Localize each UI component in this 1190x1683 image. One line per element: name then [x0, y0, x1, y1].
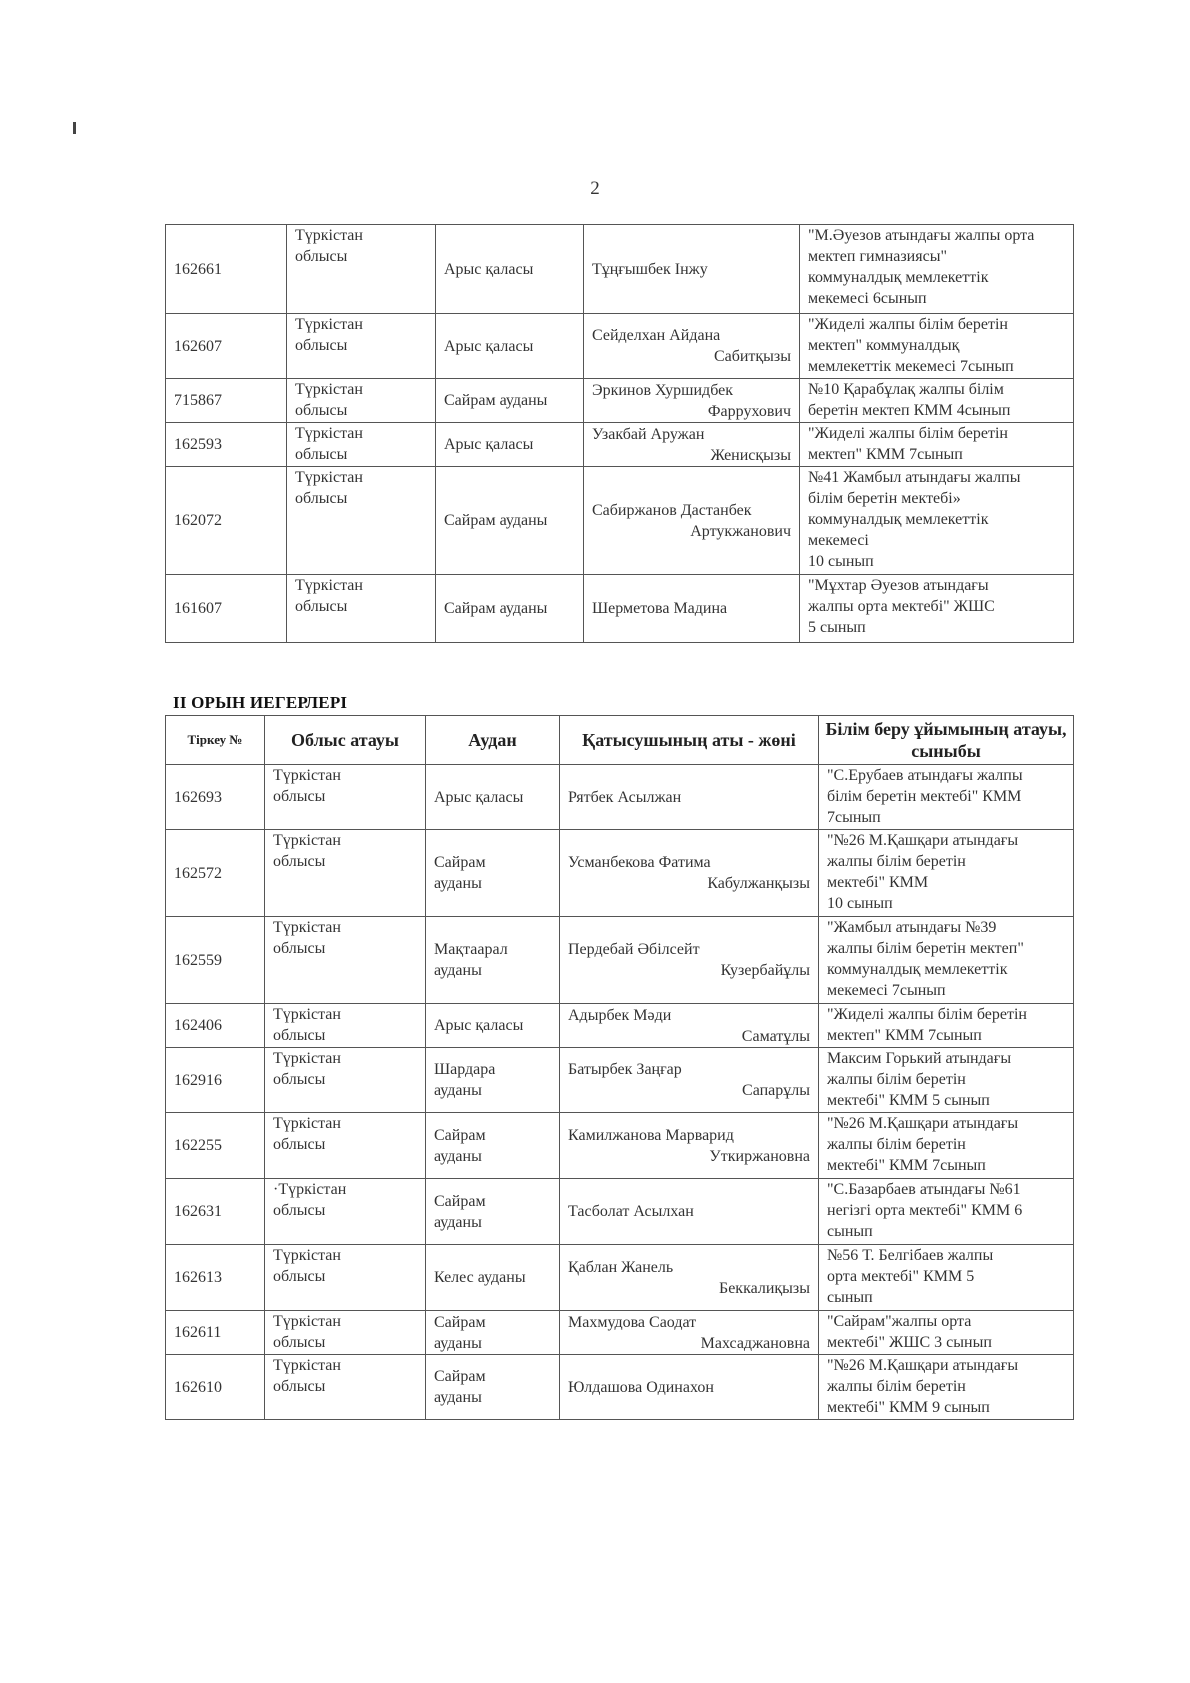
name-line: Шерметова Мадина [592, 600, 728, 617]
district-line: Сайрам ауданы [444, 392, 548, 409]
school-cell [800, 575, 1074, 643]
school-line: "Жиделі жалпы білім беретін [808, 316, 1008, 333]
region-cell [265, 1004, 426, 1048]
name-line: Рятбек Асылжан [568, 788, 682, 806]
registration-number: 162607 [166, 314, 287, 379]
region-line: облысы [273, 1027, 326, 1044]
region-line: облысы [273, 1136, 326, 1153]
registration-number: 162072 [166, 467, 287, 575]
registration-number: 162610 [166, 1355, 265, 1420]
school-line: 7сынып [827, 809, 881, 826]
district-cell [426, 830, 560, 917]
school-line: 10 сынып [827, 895, 893, 912]
table-row [166, 1311, 1074, 1355]
region-line: облысы [295, 402, 348, 419]
region-line: облысы [273, 788, 326, 805]
name-line: Фаррухович [707, 402, 791, 420]
region-line: Түркістан [295, 577, 363, 594]
school-line: негізгі орта мектебі" КММ 6 [827, 1202, 1023, 1219]
table-row [166, 314, 1074, 379]
school-cell [819, 1048, 1074, 1113]
region-line: Түркістан [273, 919, 341, 936]
region-line: облысы [295, 337, 348, 354]
school-line: "№26 М.Қашқари атындағы [827, 1115, 1019, 1132]
school-line: сынып [827, 1289, 873, 1306]
region-line: Түркістан [273, 1247, 341, 1264]
district-line: Арыс қаласы [434, 788, 524, 806]
header-participant-name: Қатысушының аты - жөні [560, 716, 819, 765]
region-line: облысы [273, 1071, 326, 1088]
name-line: Сабиржанов Дастанбек [592, 501, 752, 519]
region-line: Түркістан [273, 1357, 341, 1374]
region-cell [265, 1048, 426, 1113]
table-row [166, 1048, 1074, 1113]
header-district: Аудан [426, 716, 560, 765]
district-line: ауданы [434, 1389, 482, 1406]
school-cell [800, 423, 1074, 467]
region-line: Түркістан [273, 832, 341, 849]
region-line: облысы [295, 248, 348, 265]
school-line: коммуналдық мемлекеттік [808, 269, 989, 286]
school-line: "Жиделі жалпы білім беретін [808, 425, 1008, 442]
region-cell [287, 314, 436, 379]
school-line: мемлекеттік мекемесі 7сынып [808, 358, 1014, 375]
region-cell [265, 1245, 426, 1311]
school-line: "М.Әуезов атындағы жалпы орта [808, 227, 1035, 244]
region-line: облысы [295, 490, 348, 507]
registration-number: 161607 [166, 575, 287, 643]
participant-name-cell [584, 379, 800, 423]
participant-name-cell [584, 225, 800, 314]
district-line: ауданы [434, 875, 482, 892]
district-cell [426, 765, 560, 830]
region-line: Түркістан [295, 227, 363, 244]
school-cell [819, 1004, 1074, 1048]
school-line: мектебі" ЖШС 3 сынып [827, 1334, 992, 1351]
region-cell [287, 467, 436, 575]
region-line: Түркістан [273, 1115, 341, 1132]
region-line: Түркістан [273, 1006, 341, 1023]
school-line: "Жамбыл атындағы №39 [827, 919, 997, 936]
table-row [166, 423, 1074, 467]
school-line: мектеп" КММ 7сынып [827, 1027, 982, 1044]
region-line: ·Түркістан [273, 1181, 347, 1198]
school-line: Максим Горький атындағы [827, 1050, 1012, 1067]
region-line: облысы [273, 1268, 326, 1285]
school-cell [819, 765, 1074, 830]
school-line: №41 Жамбыл атындағы жалпы [808, 469, 1021, 486]
participant-name-cell [560, 1245, 819, 1311]
school-cell [819, 917, 1074, 1004]
school-line: коммуналдық мемлекеттік [827, 961, 1008, 978]
name-line: Юлдашова Одинахон [568, 1378, 714, 1396]
district-cell [436, 423, 584, 467]
region-line: облысы [273, 1378, 326, 1395]
header-region: Облыс атауы [265, 716, 426, 765]
participant-name-cell [560, 1179, 819, 1245]
region-cell [265, 1113, 426, 1179]
region-line: Түркістан [295, 425, 363, 442]
region-line: облысы [273, 940, 326, 957]
name-line: Усманбекова Фатима [568, 854, 711, 871]
participant-name-cell [560, 830, 819, 917]
region-line: Түркістан [295, 381, 363, 398]
name-line: Сапарұлы [742, 1082, 810, 1099]
school-cell [819, 830, 1074, 917]
school-line: жалпы орта мектебі" ЖШС [808, 598, 995, 615]
district-cell [426, 917, 560, 1004]
name-line: Тұңғышбек Інжу [592, 260, 708, 278]
name-line: Махмудова Саодат [568, 1313, 697, 1331]
school-line: мектеп гимназиясы" [808, 248, 947, 265]
name-line: Махсаджановна [700, 1334, 810, 1352]
region-cell [265, 917, 426, 1004]
school-line: №10 Қарабұлақ жалпы білім [808, 381, 1004, 398]
district-line: Сайрам [434, 1313, 486, 1331]
region-line: облысы [273, 1334, 326, 1351]
school-line: мектебі" КММ 9 сынып [827, 1399, 990, 1416]
name-line: Камилжанова Марварид [568, 1126, 734, 1144]
school-line: білім беретін мектебі» [808, 490, 961, 507]
scan-mark [73, 122, 76, 134]
registration-number: 162611 [166, 1311, 265, 1355]
region-cell [265, 1179, 426, 1245]
region-cell [265, 1355, 426, 1420]
name-line: Сейделхан Айдана [592, 327, 721, 344]
school-line: 5 сынып [808, 619, 866, 636]
district-cell [436, 467, 584, 575]
district-line: Арыс қаласы [444, 337, 534, 355]
district-cell [426, 1179, 560, 1245]
district-cell [426, 1245, 560, 1311]
school-line: "Мұхтар Әуезов атындағы [808, 577, 989, 594]
district-line: Сайрам [434, 1368, 486, 1385]
region-cell [287, 379, 436, 423]
header-school: Білім беру ұйымының атауы, сыныбы [819, 716, 1074, 765]
table-row [166, 379, 1074, 423]
second-place-table [165, 715, 1074, 1420]
registration-number: 162559 [166, 917, 265, 1004]
school-line: мекемесі 6сынып [808, 290, 927, 307]
name-line: Уткиржановна [709, 1147, 810, 1165]
region-line: Түркістан [295, 316, 363, 333]
school-line: жалпы білім беретін [827, 853, 966, 870]
district-cell [436, 379, 584, 423]
name-line: Кабулжанқызы [707, 875, 810, 892]
name-line: Пердебай Әбілсейт [568, 941, 700, 958]
registration-number: 715867 [166, 379, 287, 423]
school-line: "С.Ерубаев атындағы жалпы [827, 767, 1023, 784]
table-row [166, 1179, 1074, 1245]
participant-name-cell [560, 1311, 819, 1355]
table-row [166, 1245, 1074, 1311]
district-cell [426, 1355, 560, 1420]
school-line: "С.Базарбаев атындағы №61 [827, 1181, 1021, 1198]
registration-number: 162613 [166, 1245, 265, 1311]
table-row [166, 1004, 1074, 1048]
school-line: "Сайрам"жалпы орта [827, 1313, 972, 1330]
school-cell [819, 1245, 1074, 1311]
school-line: жалпы білім беретін [827, 1071, 966, 1088]
district-line: Арыс қаласы [444, 436, 534, 453]
registration-number: 162661 [166, 225, 287, 314]
participant-name-cell [560, 1048, 819, 1113]
district-cell [436, 225, 584, 314]
name-line: Сабитқызы [713, 348, 791, 365]
school-cell [819, 1113, 1074, 1179]
school-line: жалпы білім беретін [827, 1136, 966, 1153]
district-line: Сайрам [434, 1192, 486, 1210]
registration-number: 162406 [166, 1004, 265, 1048]
school-line: жалпы білім беретін мектеп" [827, 940, 1024, 957]
district-cell [426, 1113, 560, 1179]
school-line: беретін мектеп КММ 4сынып [808, 402, 1011, 419]
region-cell [287, 575, 436, 643]
participant-name-cell [560, 1355, 819, 1420]
school-line: мектебі" КММ 7сынып [827, 1157, 986, 1174]
region-line: Түркістан [295, 469, 363, 486]
region-line: облысы [273, 1202, 326, 1219]
school-cell [819, 1355, 1074, 1420]
region-cell [265, 765, 426, 830]
table-row [166, 575, 1074, 643]
school-line: мектебі" КММ 5 сынып [827, 1092, 990, 1109]
district-line: Арыс қаласы [434, 1017, 524, 1034]
name-line: Батырбек Заңғар [568, 1061, 682, 1078]
district-line: Сайрам [434, 854, 486, 871]
table-row [166, 830, 1074, 917]
school-cell [800, 225, 1074, 314]
district-line: ауданы [434, 1334, 482, 1352]
district-line: ауданы [434, 1082, 482, 1099]
region-line: облысы [295, 598, 348, 615]
name-line: Кузербайұлы [720, 962, 810, 979]
school-line: мекемесі [808, 532, 869, 549]
table-header-row [166, 716, 1074, 765]
name-line: Беккалиқызы [719, 1279, 810, 1297]
header-registration-number: Тіркеу № [166, 716, 265, 765]
participant-name-cell [584, 575, 800, 643]
district-line: Мақтаарал [434, 941, 508, 958]
school-cell [800, 314, 1074, 379]
district-cell [436, 314, 584, 379]
school-line: №56 Т. Белгібаев жалпы [827, 1247, 994, 1264]
school-line: "Жиделі жалпы білім беретін [827, 1006, 1027, 1023]
school-cell [800, 379, 1074, 423]
registration-number: 162572 [166, 830, 265, 917]
registration-number: 162916 [166, 1048, 265, 1113]
table-row [166, 1355, 1074, 1420]
district-cell [426, 1048, 560, 1113]
school-line: "№26 М.Қашқари атындағы [827, 1357, 1019, 1374]
region-line: Түркістан [273, 767, 341, 784]
name-line: Адырбек Мәди [568, 1006, 672, 1024]
region-cell [287, 225, 436, 314]
name-line: Узакбай Аружан [592, 425, 705, 443]
region-line: облысы [295, 446, 348, 463]
district-line: Арыс қаласы [444, 260, 534, 278]
page-number: 2 [590, 178, 600, 199]
district-line: Келес ауданы [434, 1269, 526, 1286]
region-line: Түркістан [273, 1313, 341, 1330]
name-line: Артукжанович [690, 522, 791, 540]
school-line: коммуналдық мемлекеттік [808, 511, 989, 528]
winners-table-continued [165, 224, 1074, 643]
participant-name-cell [560, 765, 819, 830]
school-line: орта мектебі" КММ 5 [827, 1268, 975, 1285]
district-line: ауданы [434, 962, 482, 979]
participant-name-cell [560, 1113, 819, 1179]
school-line: "№26 М.Қашқари атындағы [827, 832, 1019, 849]
district-line: Сайрам [434, 1126, 486, 1144]
region-line: Түркістан [273, 1050, 341, 1067]
table-row [166, 1113, 1074, 1179]
district-line: Сайрам ауданы [444, 512, 548, 529]
district-line: Шардара [434, 1061, 496, 1078]
district-cell [426, 1311, 560, 1355]
school-cell [819, 1179, 1074, 1245]
participant-name-cell [584, 467, 800, 575]
school-line: білім беретін мектебі" КММ [827, 788, 1022, 805]
school-line: мектеп" коммуналдық [808, 337, 960, 354]
district-cell [436, 575, 584, 643]
school-line: сынып [827, 1223, 873, 1240]
district-cell [426, 1004, 560, 1048]
table-row [166, 917, 1074, 1004]
region-cell [265, 830, 426, 917]
school-cell [800, 467, 1074, 575]
registration-number: 162255 [166, 1113, 265, 1179]
table-row [166, 765, 1074, 830]
name-line: Женисқызы [710, 446, 791, 464]
district-line: ауданы [434, 1147, 482, 1165]
participant-name-cell [560, 917, 819, 1004]
participant-name-cell [584, 314, 800, 379]
registration-number: 162631 [166, 1179, 265, 1245]
name-line: Тасболат Асылхан [568, 1203, 694, 1220]
region-line: облысы [273, 853, 326, 870]
region-cell [287, 423, 436, 467]
name-line: Эркинов Хуршидбек [592, 381, 733, 399]
region-cell [265, 1311, 426, 1355]
school-line: мекемесі 7сынып [827, 982, 946, 999]
participant-name-cell [560, 1004, 819, 1048]
school-line: мектеп" КММ 7сынып [808, 446, 963, 463]
table-row [166, 467, 1074, 575]
name-line: Саматұлы [741, 1027, 810, 1045]
section-title-second-place: II ОРЫН ИЕГЕРЛЕРІ [173, 693, 348, 712]
school-line: 10 сынып [808, 553, 874, 570]
school-line: жалпы білім беретін [827, 1378, 966, 1395]
table-row [166, 225, 1074, 314]
district-line: ауданы [434, 1213, 482, 1231]
school-line: мектебі" КММ [827, 874, 929, 891]
registration-number: 162593 [166, 423, 287, 467]
name-line: Қаблан Жанель [568, 1258, 674, 1276]
registration-number: 162693 [166, 765, 265, 830]
participant-name-cell [584, 423, 800, 467]
district-line: Сайрам ауданы [444, 600, 548, 617]
school-cell [819, 1311, 1074, 1355]
